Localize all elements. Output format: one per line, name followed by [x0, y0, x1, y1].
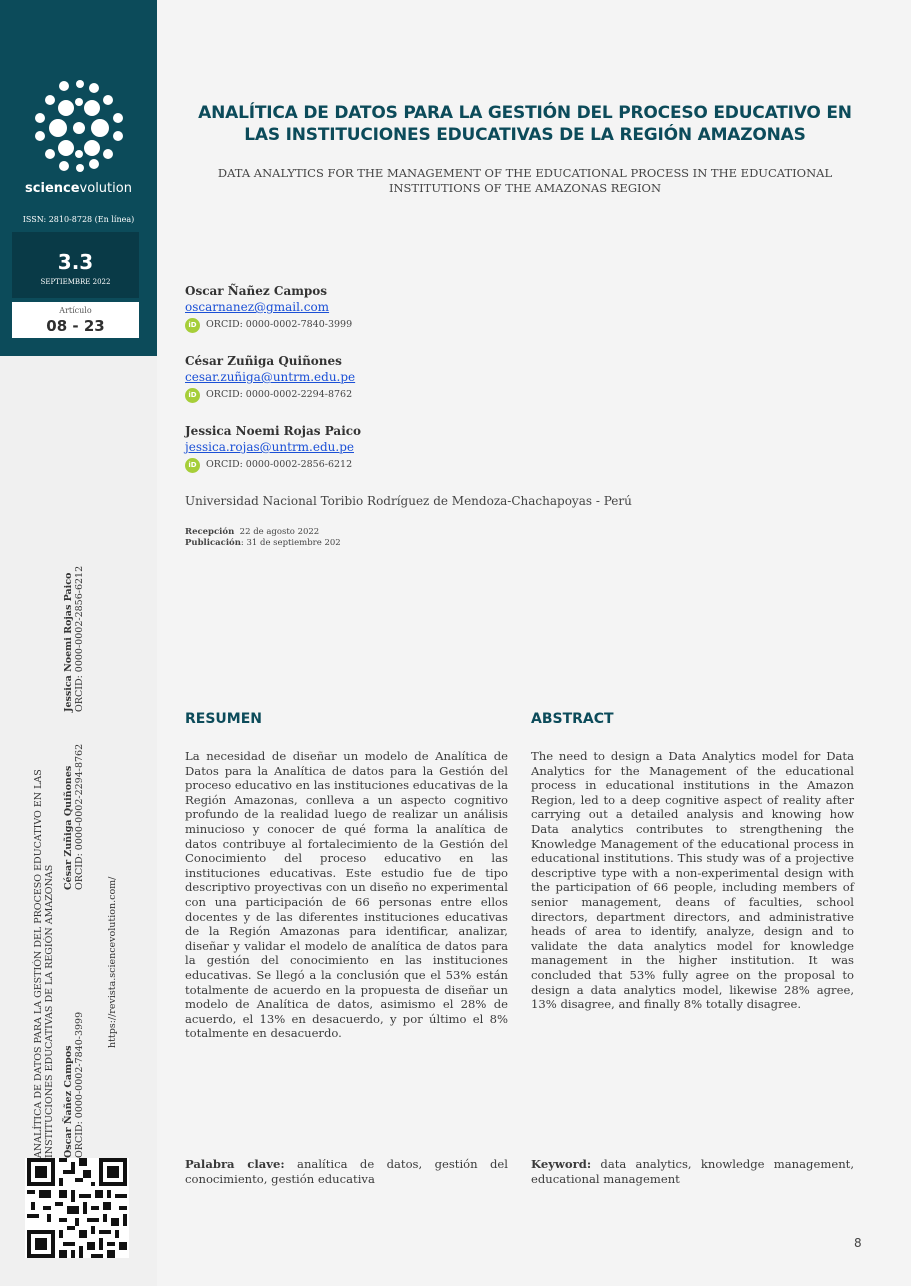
article-dates	[185, 527, 341, 549]
abstract-heading: ABSTRACT	[531, 711, 614, 727]
author-orcid[interactable]: iD ORCID: 0000-0002-7840-3999	[185, 317, 352, 333]
issn: ISSN: 2810-8728 (En línea)	[22, 215, 135, 224]
affiliation: Universidad Nacional Toribio Rodríguez de Mendoza-Chachapoyas - Perú	[185, 494, 632, 508]
vertical-title-line-1: ANALÍTICA DE DATOS PARA LA GESTIÓN DEL PROCESO EDUCATIVO EN LAS	[33, 769, 44, 1158]
author-email-link[interactable]: jessica.rojas@untrm.edu.pe	[185, 440, 354, 454]
vertical-author-1-name: Oscar Ñañez Campos	[63, 1045, 74, 1158]
orcid-icon: iD	[185, 318, 200, 333]
issue-box	[12, 232, 139, 298]
orcid-icon: iD	[185, 388, 200, 403]
author-orcid[interactable]: iD ORCID: 0000-0002-2294-8762	[185, 387, 355, 403]
resumen-heading: RESUMEN	[185, 711, 263, 727]
article-box	[12, 302, 139, 338]
vertical-author-2-name: César Zuñiga Quiñones	[63, 765, 74, 890]
issue-month: SEPTIEMBRE 2022	[40, 278, 111, 286]
article-subtitle: DATA ANALYTICS FOR THE MANAGEMENT OF THE EDUCATIONAL PROCESS IN THE EDUCATIONAL INSTITUTIONS OF THE AMAZONAS REGION	[217, 166, 833, 195]
reception-date: Recepción 22 de agosto 2022	[185, 527, 320, 537]
author-name: Oscar Ñañez Campos	[185, 284, 328, 298]
author-name: César Zuñiga Quiñones	[185, 354, 342, 368]
author-email-link[interactable]: oscarnanez@gmail.com	[185, 300, 330, 314]
resumen-body: La necesidad de diseñar un modelo de Analítica de Datos para la Analítica de datos para la Gestión del proceso educativo en las instituciones educativas de la Región Amazonas, conlleva a un aspecto cognitivo profundo de la realidad luego de realizar un análisis minucioso y conocer de qué forma la analítica de datos contribuye al fortalecimiento de la Gestión del Conocimiento del proceso educativo en las instituciones educativas. Este estudio fue de tipo descriptivo proyectivas con un diseño no experimental con una participación de 66 personas entre ellos docentes y de las diferentes instituciones educativas de la Región Amazonas para identificar, analizar, diseñar y validar el modelo de analítica de datos para la gestión del conocimiento en las instituciones educativas. Se llegó a la conclusión que el 53% están totalmente de acuerdo en la propuesta de diseñar un modelo de Analítica de datos, asimismo el 28% de acuerdo, el 13% en desacuerdo, y por último el 8% totalmente en desacuerdo.	[185, 749, 508, 1041]
page-number: 8	[854, 1236, 862, 1250]
vertical-title-line-2: INSTITUCIONES EDUCATIVAS DE LA REGIÓN AMAZONAS	[44, 864, 55, 1158]
publication-date: Publicación: 31 de septiembre 202	[185, 538, 341, 548]
orcid-icon: iD	[185, 458, 200, 473]
vertical-author-3-name: Jessica Noemi Rojas Paico	[63, 572, 74, 712]
journal-logo-icon	[30, 78, 126, 174]
vertical-author-3-orcid: ORCID: 0000-0002-2856-6212	[74, 565, 85, 712]
journal-sidebar	[0, 0, 157, 1286]
author-name: Jessica Noemi Rojas Paico	[185, 424, 362, 438]
issue-volume: 3.3	[57, 250, 94, 274]
resumen-keywords: Palabra clave: analítica de datos, gestión del conocimiento, gestión educativa	[185, 1157, 508, 1186]
journal-banner	[0, 0, 157, 356]
author-block	[185, 423, 361, 473]
vertical-author-2-orcid: ORCID: 0000-0002-2294-8762	[74, 743, 85, 890]
article-label: Artículo	[59, 306, 92, 315]
article-title: ANALÍTICA DE DATOS PARA LA GESTIÓN DEL PROCESO EDUCATIVO EN LAS INSTITUCIONES EDUCATIVAS DE LA REGIÓN AMAZONAS	[198, 103, 852, 145]
abstract-keywords: Keyword: data analytics, knowledge management, educational management	[531, 1157, 854, 1186]
author-block	[185, 283, 352, 333]
author-orcid[interactable]: iD ORCID: 0000-0002-2856-6212	[185, 457, 361, 473]
author-email-link[interactable]: cesar.zuñiga@untrm.edu.pe	[185, 370, 356, 384]
journal-brand: sciencevolution	[25, 181, 132, 196]
abstract-body: The need to design a Data Analytics model for Data Analytics for the Management of the educational process in educational institutions in the Amazon Region, led to a deep cognitive aspect of reality after carrying out a detailed analysis and knowing how Data analytics contributes to strengthening the Knowledge Management of the educational process in educational institutions. This study was of a projective descriptive type with a non-experimental design with the participation of 66 people, including members of senior management, deans of faculties, school directors, department directors, and administrative heads of area to identify, analyze, design and to validate the data analytics model for knowledge management in the higher institution. It was concluded that 53% fully agree on the proposal to design a data analytics model, likewise 28% agree, 13% disagree, and finally 8% totally disagree.	[531, 749, 854, 1012]
article-pages: 08 - 23	[46, 317, 105, 335]
author-block	[185, 353, 355, 403]
vertical-url[interactable]: https://revista.sciencevolution.com/	[107, 876, 118, 1048]
qr-code-icon[interactable]	[25, 1158, 129, 1258]
vertical-author-1-orcid: ORCID: 0000-0002-7840-3999	[74, 1011, 85, 1158]
